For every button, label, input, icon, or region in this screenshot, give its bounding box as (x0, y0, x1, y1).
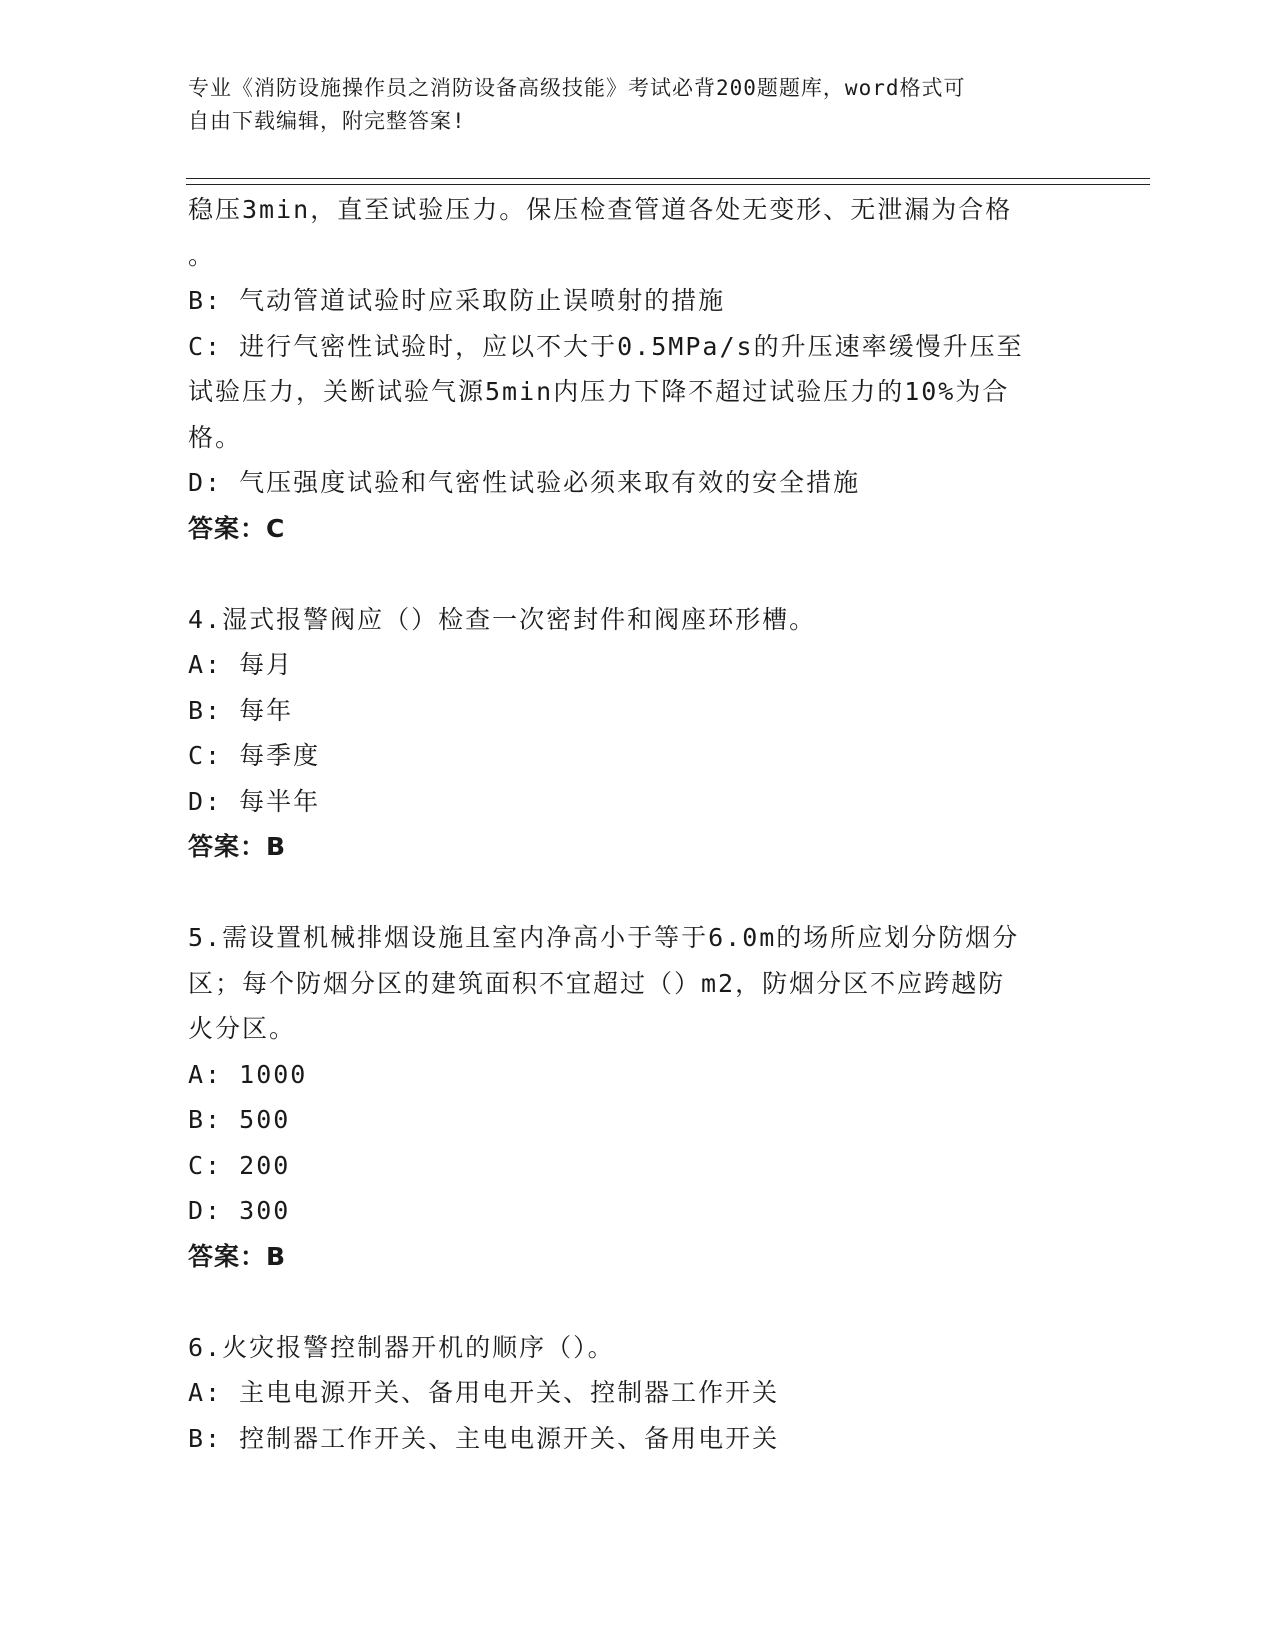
question-5-text-cont: 火分区。 (188, 1014, 297, 1043)
option-a: A: 1000 (188, 1059, 308, 1089)
header-line-1: 专业《消防设施操作员之消防设备高级技能》考试必背200题题库，word格式可 (188, 76, 966, 100)
option-d: D: 每半年 (188, 786, 321, 816)
question-4-text: 4.湿式报警阀应（）检查一次密封件和阀座环形槽。 (188, 604, 817, 634)
option-c: C: 进行气密性试验时，应以不大于0.5MPa/s的升压速率缓慢升压至 (188, 331, 1024, 361)
header-line-2: 自由下载编辑，附完整答案! (188, 109, 466, 133)
answer-label: 答案：C (188, 513, 286, 543)
option-d: D: 气压强度试验和气密性试验必须来取有效的安全措施 (188, 468, 861, 497)
option-d: D: 300 (188, 1196, 291, 1225)
option-a: A: 主电电源开关、备用电开关、控制器工作开关 (188, 1378, 780, 1407)
question-5-text: 5.需设置机械排烟设施且室内净高小于等于6.0m的场所应划分防烟分 (188, 923, 1020, 952)
option-b: B: 气动管道试验时应采取防止误喷射的措施 (188, 286, 726, 315)
question-body (188, 187, 1068, 1461)
option-c-cont: 试验压力，关断试验气源5min内压力下降不超过试验压力的10%为合 (188, 377, 1010, 406)
option-b: B: 500 (188, 1105, 291, 1134)
question-5-text-cont: 区；每个防烟分区的建筑面积不宜超过（）m2，防烟分区不应跨越防 (188, 968, 1006, 998)
question-text-line: 稳压3min，直至试验压力。保压检查管道各处无变形、无泄漏为合格 (188, 195, 1013, 224)
question-6-text: 6.火灾报警控制器开机的顺序（）。 (188, 1332, 615, 1362)
header-rule-bottom (186, 184, 1150, 185)
header-rule-top (186, 178, 1150, 179)
option-b: B: 控制器工作开关、主电电源开关、备用电开关 (188, 1423, 780, 1453)
option-c: C: 200 (188, 1150, 291, 1180)
option-b: B: 每年 (188, 695, 294, 725)
answer-label: 答案：B (188, 832, 287, 861)
answer-label: 答案：B (188, 1241, 287, 1271)
document-header (188, 72, 1068, 138)
option-c-cont: 格。 (188, 422, 243, 452)
option-c: C: 每季度 (188, 741, 321, 770)
question-text-line: 。 (188, 240, 216, 270)
option-a: A: 每月 (188, 650, 294, 679)
